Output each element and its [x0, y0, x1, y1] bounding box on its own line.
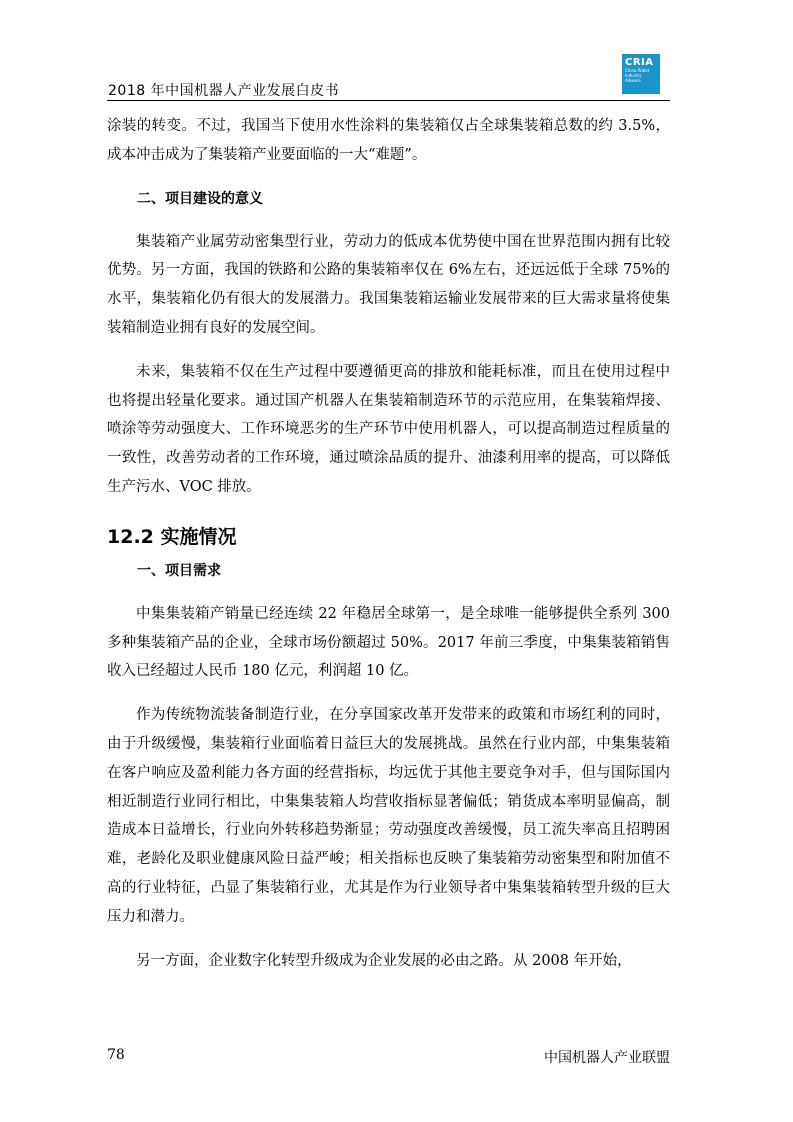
subheading-demand: 一、项目需求 — [137, 562, 221, 579]
paragraph: 未来，集装箱不仅在生产过程中要遵循更高的排放和能耗标准，而且在使用过程中也将提出轻量化要求。通过国产机器人在集装箱制造环节的示范应用，在集装箱焊接、喷涂等劳动强度大、工作环境恶劣的生产环节中使用机器人，可以提高制造过程质量的一致性，改善劳动者的工作环境，通过喷涂品质的提升、油漆利用率的提高，可以降低生产污水、VOC 排放。 — [107, 363, 670, 495]
paragraph: 作为传统物流装备制造行业，在分享国家改革开发带来的政策和市场红利的同时，由于升级缓慢，集装箱行业面临着日益巨大的发展挑战。虽然在行业内部，中集集装箱在客户响应及盈利能力各方面的经营指标，均远优于其他主要竞争对手，但与国际国内相近制造行业同行相比，中集集装箱人均营收指标显著偏低；销货成本率明显偏高，制造成本日益增长，行业向外转移趋势渐显；劳动强度改善缓慢，员工流失率高且招聘困难，老龄化及职业健康风险日益严峻；相关指标也反映了集装箱劳动密集型和附加值不高的行业特征，凸显了集装箱行业，尤其是作为行业领导者中集集装箱转型升级的巨大压力和潜力。 — [107, 707, 670, 925]
logo-brand-text: CRIA — [625, 57, 654, 68]
paragraph: 集装箱产业属劳动密集型行业，劳动力的低成本优势使中国在世界范围内拥有比较优势。另一方面，我国的铁路和公路的集装箱率仅在 6%左右，还远远低于全球 75%的水平，集装箱化仍有很大的发展潜力。我国集装箱运输业发展带来的巨大需求量将使集装箱制造业拥有良好的发展空间。 — [107, 233, 670, 336]
page-number: 78 — [107, 1047, 125, 1063]
cria-logo — [622, 54, 660, 94]
paragraph: 涂装的转变。不过，我国当下使用水性涂料的集装箱仅占全球集装箱总数的约 3.5%，成本冲击成为了集装箱产业要面临的一大“难题”。 — [107, 118, 670, 163]
header-divider — [107, 100, 670, 101]
footer-organization: 中国机器人产业联盟 — [544, 1050, 670, 1066]
page-body — [107, 112, 670, 975]
logo-subtext: China Robot Industry Alliance — [625, 68, 650, 83]
paragraph: 中集集装箱产销量已经连续 22 年稳居全球第一，是全球唯一能够提供全系列 300 多种集装箱产品的企业，全球市场份额超过 50%。2017 年前三季度，中集集装箱销售收入已经超过人民币 180 亿元，利润超 10 亿。 — [107, 605, 670, 680]
paragraph: 另一方面，企业数字化转型升级成为企业发展的必由之路。从 2008 年开始， — [136, 952, 632, 969]
subheading-significance: 二、项目建设的意义 — [137, 190, 263, 207]
running-header-title: 2018 年中国机器人产业发展白皮书 — [108, 83, 340, 99]
section-title: 12.2 实施情况 — [107, 525, 237, 548]
